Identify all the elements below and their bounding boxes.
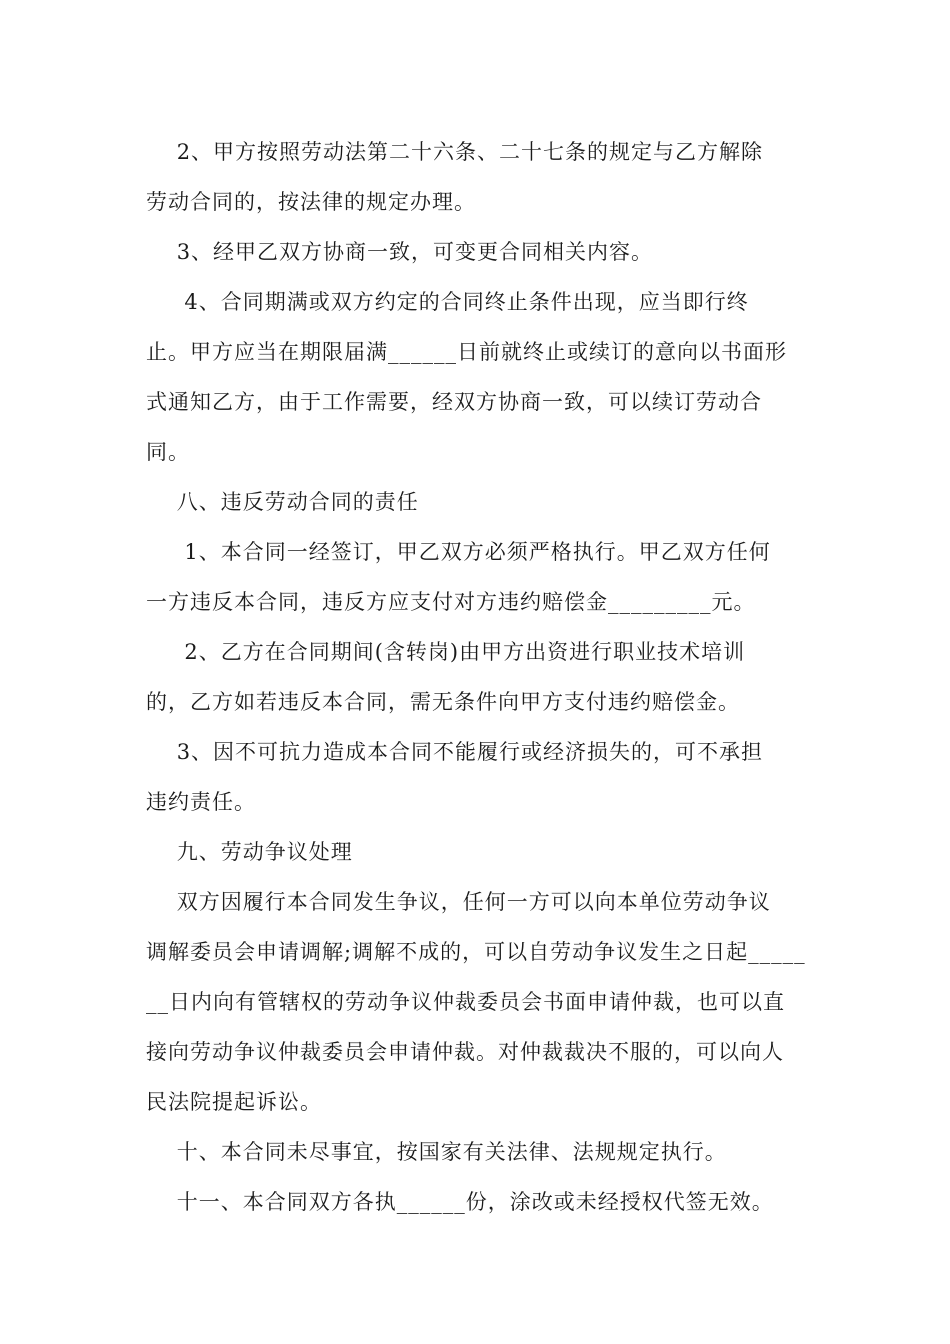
clause-7-4-line-4: 同。 [146, 440, 190, 464]
section-10: 十、本合同未尽事宜，按国家有关法律、法规规定执行。 [146, 1140, 727, 1164]
section-9-line-3: __日内向有管辖权的劳动争议仲裁委员会书面申请仲裁，也可以直 [146, 990, 785, 1014]
clause-8-1-line-1: 1、本合同一经签订，甲乙双方必须严格执行。甲乙双方任何 [146, 540, 771, 564]
clause-8-2-line-2: 的，乙方如若违反本合同，需无条件向甲方支付违约赔偿金。 [146, 690, 740, 714]
clause-7-3: 3、经甲乙双方协商一致，可变更合同相关内容。 [146, 240, 654, 264]
section-11: 十一、本合同双方各执______份，涂改或未经授权代签无效。 [146, 1190, 774, 1214]
clause-7-2-line-1: 2、甲方按照劳动法第二十六条、二十七条的规定与乙方解除 [146, 140, 764, 164]
section-9-line-1: 双方因履行本合同发生争议，任何一方可以向本单位劳动争议 [146, 890, 771, 914]
clause-8-3-line-2: 违约责任。 [146, 790, 256, 814]
clause-8-1-line-2: 一方违反本合同，违反方应支付对方违约赔偿金_________元。 [146, 590, 756, 614]
clause-7-2-line-2: 劳动合同的，按法律的规定办理。 [146, 190, 476, 214]
section-8-heading: 八、违反劳动合同的责任 [146, 490, 419, 514]
clause-8-2-line-1: 2、乙方在合同期间(含转岗)由甲方出资进行职业技术培训 [146, 640, 746, 664]
section-9-line-4: 接向劳动争议仲裁委员会申请仲裁。对仲裁裁决不服的，可以向人 [146, 1040, 784, 1064]
section-9-line-5: 民法院提起诉讼。 [146, 1090, 322, 1114]
section-9-line-2: 调解委员会申请调解;调解不成的，可以自劳动争议发生之日起_____ [146, 940, 806, 964]
clause-7-4-line-1: 4、合同期满或双方约定的合同终止条件出现，应当即行终 [146, 290, 749, 314]
clause-8-3-line-1: 3、因不可抗力造成本合同不能履行或经济损失的，可不承担 [146, 740, 764, 764]
clause-7-4-line-3: 式通知乙方，由于工作需要，经双方协商一致，可以续订劳动合 [146, 390, 762, 414]
clause-7-4-line-2: 止。甲方应当在期限届满______日前就终止或续订的意向以书面形 [146, 340, 787, 364]
section-9-heading: 九、劳动争议处理 [146, 840, 353, 864]
